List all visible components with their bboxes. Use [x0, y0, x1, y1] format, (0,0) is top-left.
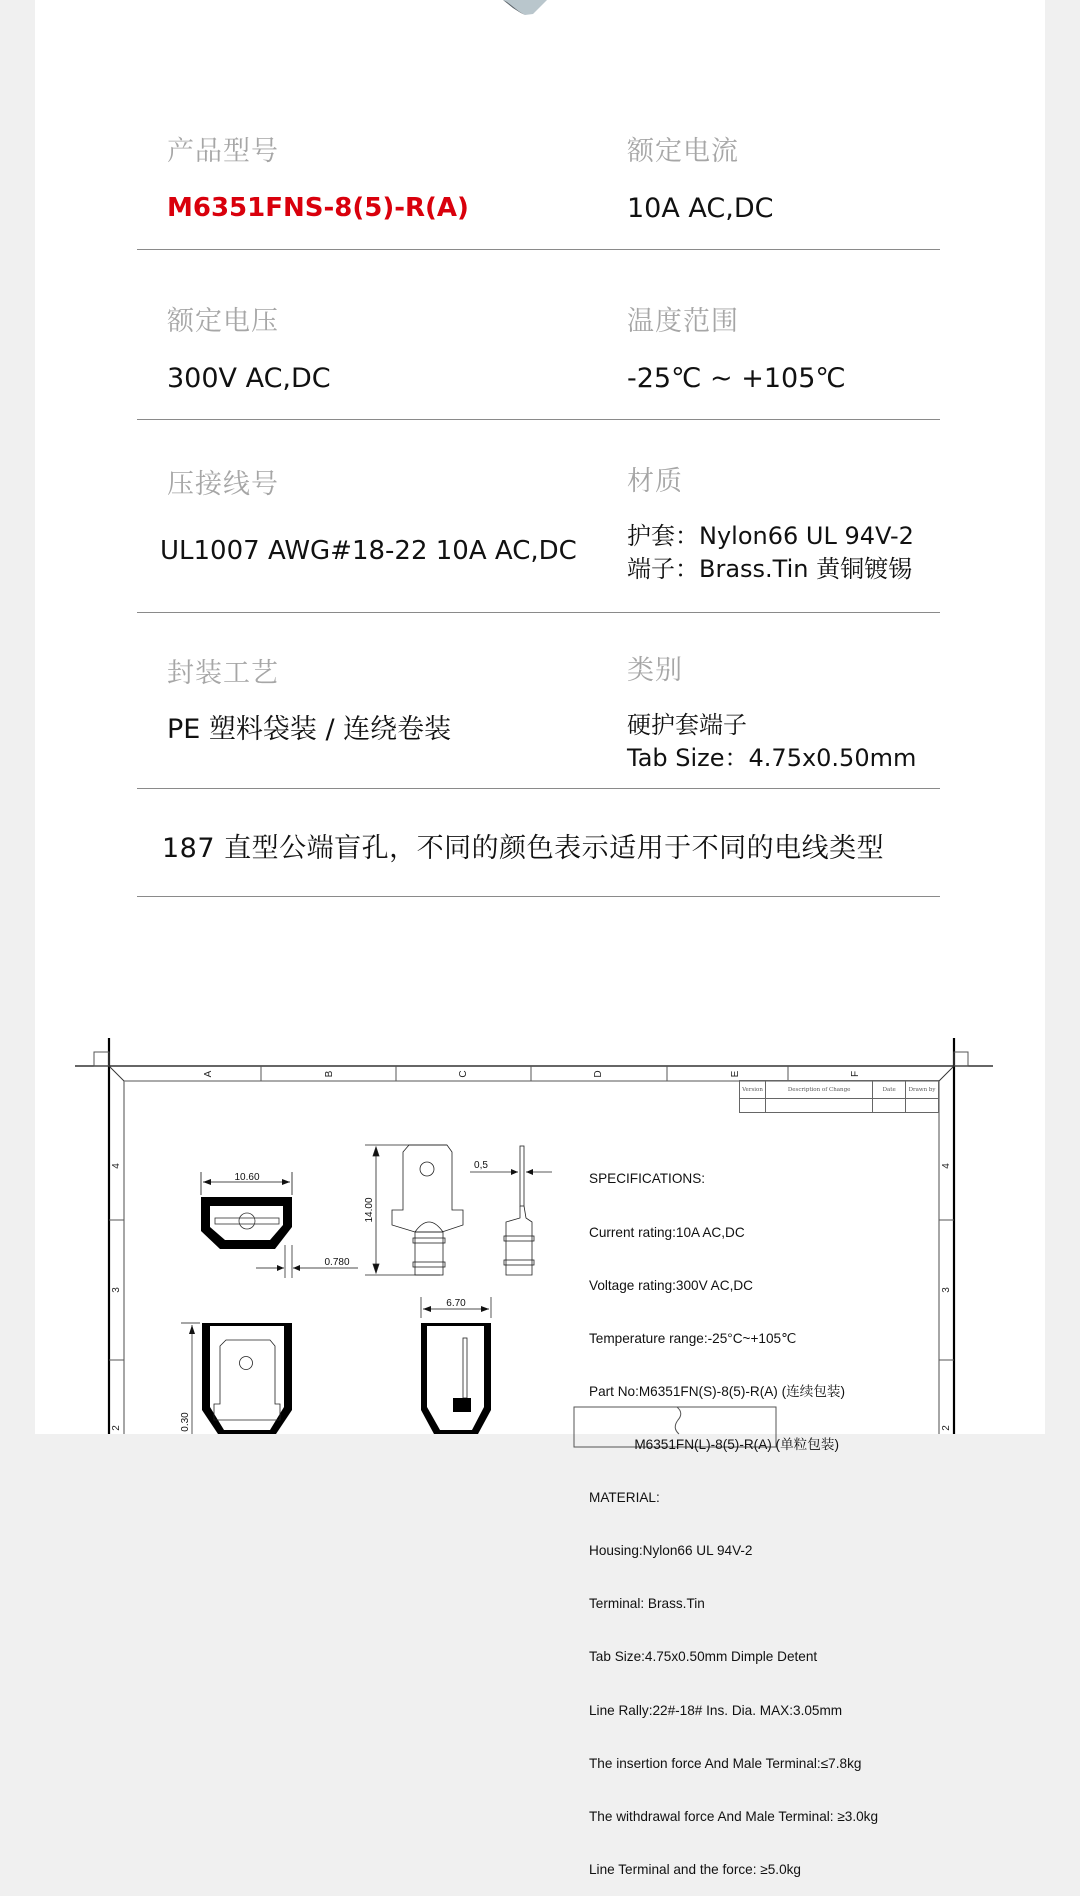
product-description-note: 187 直型公端盲孔，不同的颜色表示适用于不同的电线类型	[162, 833, 885, 864]
row-divider	[137, 612, 940, 613]
label-packaging: 封装工艺	[167, 658, 279, 689]
spec-line: The withdrawal force And Male Terminal: ≥3.0kg	[589, 1808, 879, 1824]
rev-header-version: Version	[740, 1081, 766, 1099]
spec-line: Current rating:10A AC,DC	[589, 1224, 745, 1240]
drawing-specifications	[589, 1135, 878, 1896]
spec-line: Part No:M6351FN(S)-8(5)-R(A) (连续包装)	[589, 1383, 846, 1399]
material-terminal: 端子：Brass.Tin 黄铜镀锡	[627, 555, 913, 583]
row-divider	[137, 788, 940, 789]
zone-row-4-left: 4	[111, 1163, 122, 1169]
dim-width-bottom: 6.70	[446, 1298, 466, 1309]
spec-line: Voltage rating:300V AC,DC	[589, 1277, 753, 1293]
value-model: M6351FNS-8(5)-R(A)	[167, 193, 469, 223]
zone-col-e: E	[730, 1070, 741, 1078]
rev-cell	[740, 1099, 766, 1113]
material-housing: 护套：Nylon66 UL 94V-2	[627, 522, 914, 550]
value-temperature-range: -25℃ ~ +105℃	[627, 363, 846, 394]
revision-table	[739, 1080, 939, 1113]
label-category: 类别	[627, 655, 683, 686]
value-wire-gauge: UL1007 AWG#18-22 10A AC,DC	[160, 536, 577, 566]
spec-line: Terminal: Brass.Tin	[589, 1596, 705, 1612]
dim-gap: 0.780	[324, 1257, 350, 1268]
label-model: 产品型号	[167, 136, 279, 167]
zone-col-d: D	[593, 1070, 604, 1078]
spec-line: MATERIAL:	[589, 1490, 660, 1506]
spec-line: SPECIFICATIONS:	[589, 1171, 706, 1187]
category-type: 硬护套端子	[627, 711, 747, 739]
terminal-side-view	[365, 1145, 552, 1275]
label-material: 材质	[627, 466, 683, 497]
label-rated-voltage: 额定电压	[167, 306, 279, 337]
zone-col-b: B	[324, 1070, 335, 1078]
row-divider	[137, 419, 940, 420]
spec-line: The insertion force And Male Terminal:≤7.8kg	[589, 1755, 862, 1771]
spec-line: Temperature range:-25°C~+105℃	[589, 1330, 797, 1346]
rev-cell	[873, 1099, 906, 1113]
rev-cell	[765, 1099, 872, 1113]
spec-line: Line Rally:22#-18# Ins. Dia. MAX:3.05mm	[589, 1702, 843, 1718]
spec-line: Line Terminal and the force: ≥5.0kg	[589, 1861, 801, 1877]
rev-header-description: Description of Change	[765, 1081, 872, 1099]
spec-line: Housing:Nylon66 UL 94V-2	[589, 1543, 753, 1559]
value-packaging: PE 塑料袋装 / 连绕卷装	[167, 714, 452, 745]
dim-width-top: 10.60	[234, 1172, 260, 1183]
zone-row-2-right: 2	[941, 1425, 952, 1431]
front-view-housing	[201, 1172, 358, 1278]
zone-row-3-left: 3	[111, 1287, 122, 1293]
zone-col-a: A	[203, 1070, 214, 1078]
dim-thickness: 0,5	[474, 1160, 488, 1171]
value-rated-current: 10A AC,DC	[627, 193, 774, 224]
dim-height-bottom: 0.30	[180, 1412, 191, 1432]
assembled-side-view	[421, 1297, 491, 1434]
spec-line: Tab Size:4.75x0.50mm Dimple Detent	[589, 1649, 818, 1665]
value-material	[627, 520, 914, 586]
rev-header-drawn-by: Drawn by	[906, 1081, 939, 1099]
row-divider	[137, 896, 940, 897]
label-rated-current: 额定电流	[627, 136, 739, 167]
spec-line: M6351FN(L)-8(5)-R(A) (单粒包装)	[589, 1436, 839, 1452]
label-temperature-range: 温度范围	[627, 306, 739, 337]
assembled-housing-view	[180, 1323, 292, 1434]
zone-row-3-right: 3	[941, 1287, 952, 1293]
zone-col-c: C	[458, 1070, 469, 1078]
rev-cell	[906, 1099, 939, 1113]
label-wire-gauge: 压接线号	[167, 469, 279, 500]
row-divider	[137, 249, 940, 250]
product-image-fragment	[503, 0, 547, 26]
category-tab-size: Tab Size：4.75x0.50mm	[627, 744, 917, 772]
rev-header-date: Date	[873, 1081, 906, 1099]
dim-height: 14.00	[364, 1197, 375, 1223]
zone-col-f: F	[850, 1070, 861, 1078]
zone-row-2-left: 2	[111, 1425, 122, 1431]
zone-row-4-right: 4	[941, 1163, 952, 1169]
value-rated-voltage: 300V AC,DC	[167, 363, 331, 394]
value-category	[627, 709, 916, 775]
